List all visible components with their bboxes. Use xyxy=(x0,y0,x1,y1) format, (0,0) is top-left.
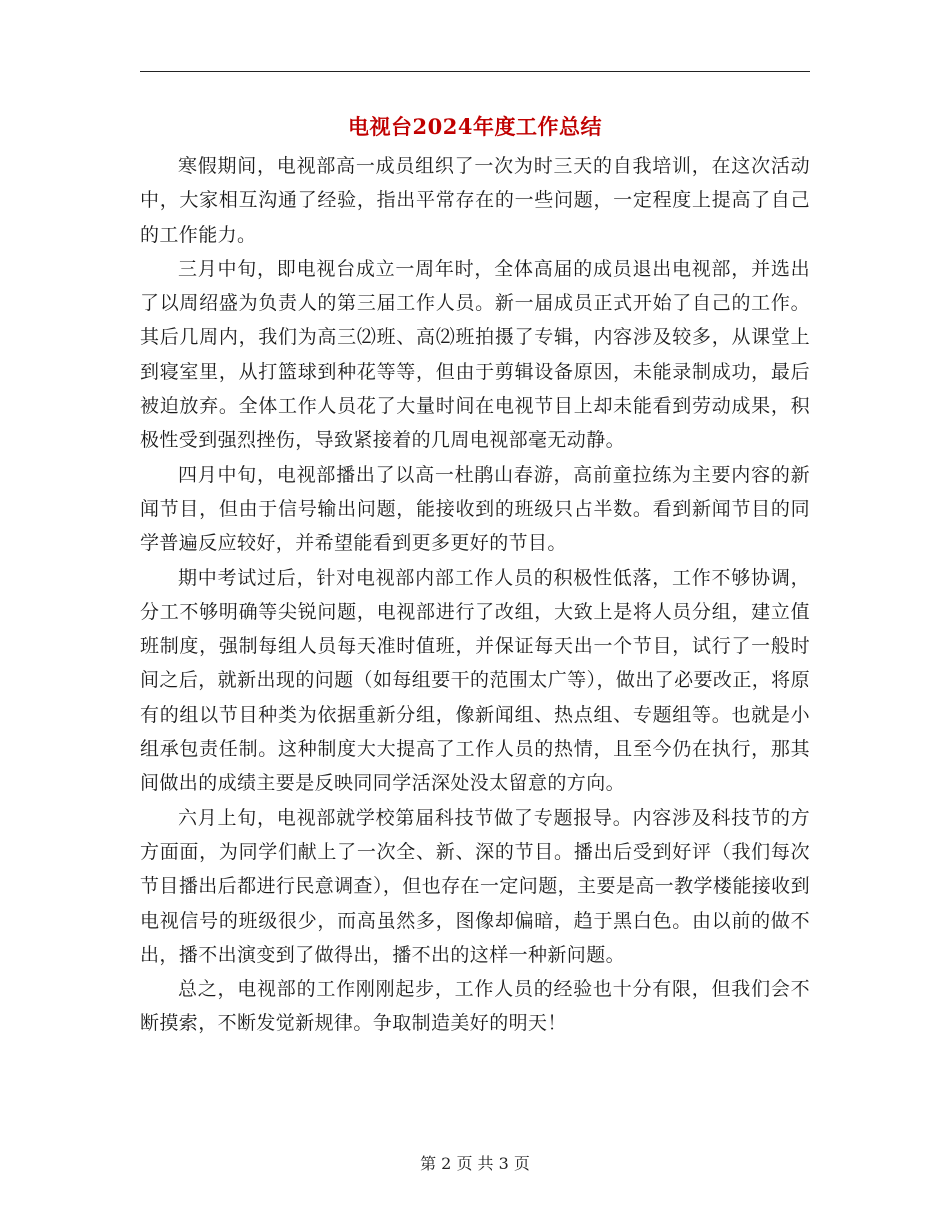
document-title: 电视台2024年度工作总结 xyxy=(348,114,602,139)
page-number: 第 2 页 共 3 页 xyxy=(420,1154,530,1173)
paragraph-conclusion: 总之，电视部的工作刚刚起步，工作人员的经验也十分有限，但我们会不断摸索，不断发觉新规律。争取制造美好的明天！ xyxy=(140,978,810,1035)
paragraph-april: 四月中旬，电视部播出了以高一杜鹃山春游，高前童拉练为主要内容的新闻节目，但由于信号输出问题，能接收到的班级只占半数。看到新闻节目的同学普遍反应较好，并希望能看到更多更好的节目。 xyxy=(140,463,810,555)
paragraph-march: 三月中旬，即电视台成立一周年时，全体高届的成员退出电视部，并选出了以周绍盛为负责人的第三届工作人员。新一届成员正式开始了自己的工作。其后几周内，我们为高三⑵班、高⑵班拍摄了专辑，内容涉及较多，从课堂上到寝室里，从打篮球到种花等等，但由于剪辑设备原因，未能录制成功，最后被迫放弃。全体工作人员花了大量时间在电视节目上却未能看到劳动成果，积极性受到强烈挫伤，导致紧接着的几周电视部毫无动静。 xyxy=(140,257,810,452)
paragraph-winter-training: 寒假期间，电视部高一成员组织了一次为时三天的自我培训，在这次活动中，大家相互沟通了经验，指出平常存在的一些问题，一定程度上提高了自己的工作能力。 xyxy=(140,155,810,246)
paragraph-june: 六月上旬，电视部就学校第届科技节做了专题报导。内容涉及科技节的方方面面，为同学们献上了一次全、新、深的节目。播出后受到好评（我们每次节目播出后都进行民意调查），但也存在一定问题，主要是高一教学楼能接收到电视信号的班级很少，而高虽然多，图像却偏暗，趋于黑白色。由以前的做不出，播不出演变到了做得出，播不出的这样一种新问题。 xyxy=(140,806,810,966)
paragraph-midterm-reorg: 期中考试过后，针对电视部内部工作人员的积极性低落，工作不够协调，分工不够明确等尖锐问题，电视部进行了改组，大致上是将人员分组，建立值班制度，强制每组人员每天准时值班，并保证每天出一个节目，试行了一般时间之后，就新出现的问题（如每组要干的范围太广等），做出了必要改正，将原有的组以节目种类为依据重新分组，像新闻组、热点组、专题组等。也就是小组承包责任制。这种制度大大提高了工作人员的热情，且至今仍在执行，那其间做出的成绩主要是反映同同学活深处没太留意的方向。 xyxy=(140,566,810,795)
header-rule xyxy=(140,71,810,72)
document-body xyxy=(140,149,810,1041)
